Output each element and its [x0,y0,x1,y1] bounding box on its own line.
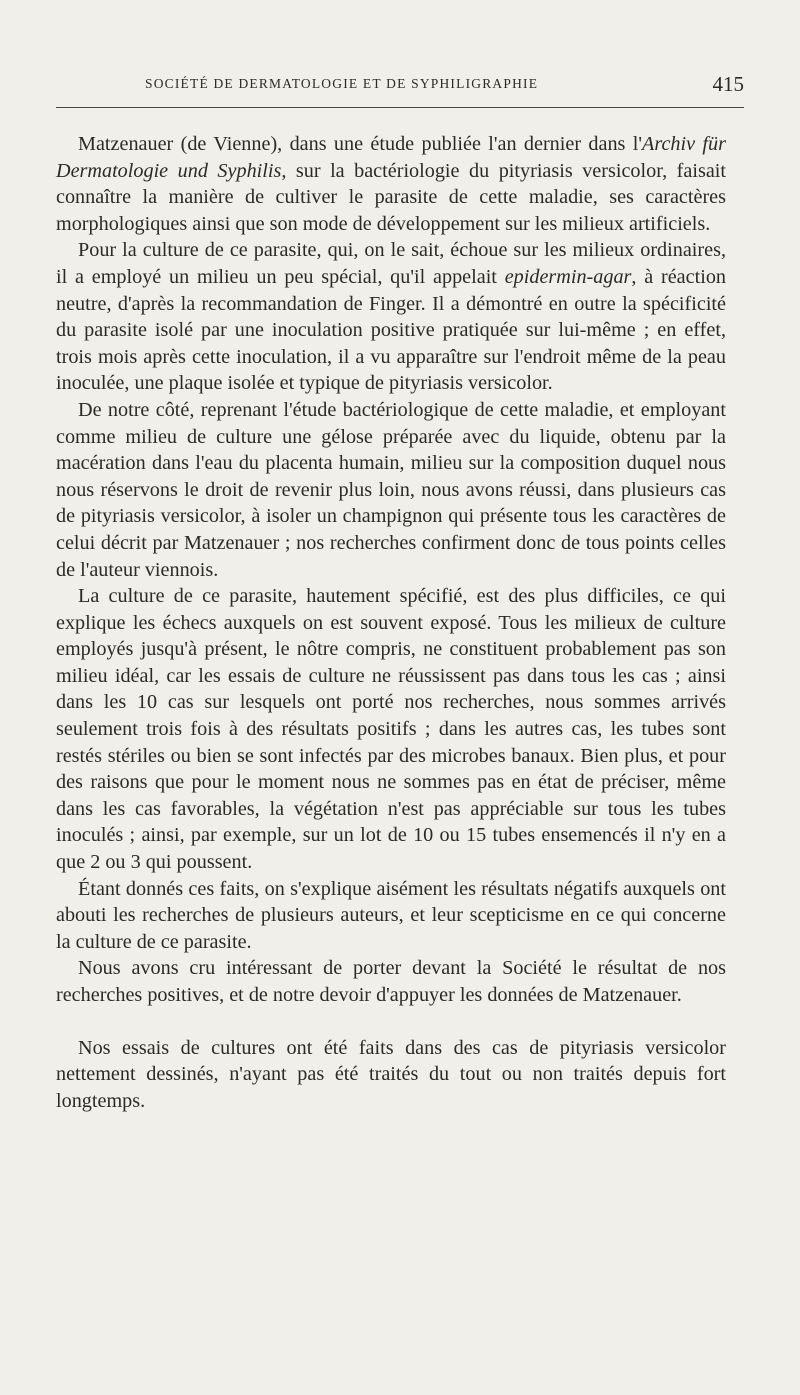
paragraph-3: De notre côté, reprenant l'étude bactériologique de cette maladie, et employant comme milieu de culture une gélose préparée avec du liquide, obtenu par la macération dans l'eau du placenta humain, milieu sur la composition duquel nous nous réservons le droit de revenir plus loin, nous avons réussi, dans plusieurs cas de pityriasis versicolor, à isoler un champignon qui présente tous les caractères de celui décrit par Matzenauer ; nos recherches confirment donc de tous points celles de l'auteur viennois. [56,398,726,581]
article-body [56,131,726,1114]
header-rule [56,107,744,108]
paragraph-2-text-b: , à réaction neutre, d'après la recommandation de Finger. Il a démontré en outre la spécificité du parasite isolé par une inoculation positive pratiquée sur lui-même ; en effet, trois mois après cette inoculation, il a vu apparaître sur l'endroit même de la peau inoculée, une plaque isolée et typique de pityriasis versicolor. [56,265,727,395]
page-header [56,72,744,100]
paragraph-1-text-b: , sur la bactériologie du pityriasis versicolor, faisait connaître la manière de cultiver le parasite de cette maladie, ses caractères morphologiques ainsi que son mode de développement sur les milieux artificiels. [56,159,726,235]
paragraph-7: Nos essais de cultures ont été faits dans des cas de pityriasis versicolor nettement dessinés, n'ayant pas été traités du tout ou non traités depuis fort longtemps. [56,1036,726,1112]
paragraph-2-text-a: Pour la culture de ce parasite, qui, on le sait, échoue sur les milieux ordinaires, il a employé un milieu un peu spécial, qu'il appelait [56,239,726,288]
paragraph-2 [56,237,726,397]
paragraph-1 [56,131,726,237]
journal-title: Archiv für Dermatologie und Syphilis [56,133,726,182]
paragraph-5: Étant donnés ces faits, on s'explique aisément les résultats négatifs auxquels ont abouti les recherches de plusieurs auteurs, et leur scepticisme en ce qui concerne la culture de ce parasite. [56,877,726,953]
paragraph-6: Nous avons cru intéressant de porter devant la Société le résultat de nos recherches positives, et de notre devoir d'appuyer les données de Matzenauer. [56,957,726,1006]
page-number: 415 [712,72,744,96]
paragraph-1-text-a: Matzenauer (de Vienne), dans une étude publiée l'an dernier dans l' [78,133,643,155]
medium-name: epidermin-agar [504,265,632,288]
paragraph-4: La culture de ce parasite, hautement spécifié, est des plus difficiles, ce qui explique les échecs auxquels on est souvent exposé. Tous les milieux de culture employés jusqu'à présent, le nôtre compris, ne constituent probablement pas son milieu idéal, car les essais de culture ne réussissent pas dans tous les cas ; ainsi dans les 10 cas sur lesquels ont porté nos recherches, nous sommes arrivés seulement trois fois à des résultats positifs ; dans les autres cas, les tubes sont restés stériles ou bien se sont infectés par des microbes banaux. Bien plus, et pour des raisons que pour le moment nous ne sommes pas en état de préciser, même dans les cas favorables, la végétation n'est pas appréciable sur tous les tubes inoculés ; ainsi, par exemple, sur un lot de 10 ou 15 tubes ensemencés il n'y en a que 2 ou 3 qui poussent. [56,585,726,874]
running-title: SOCIÉTÉ DE DERMATOLOGIE ET DE SYPHILIGRAPHIE [145,76,539,91]
